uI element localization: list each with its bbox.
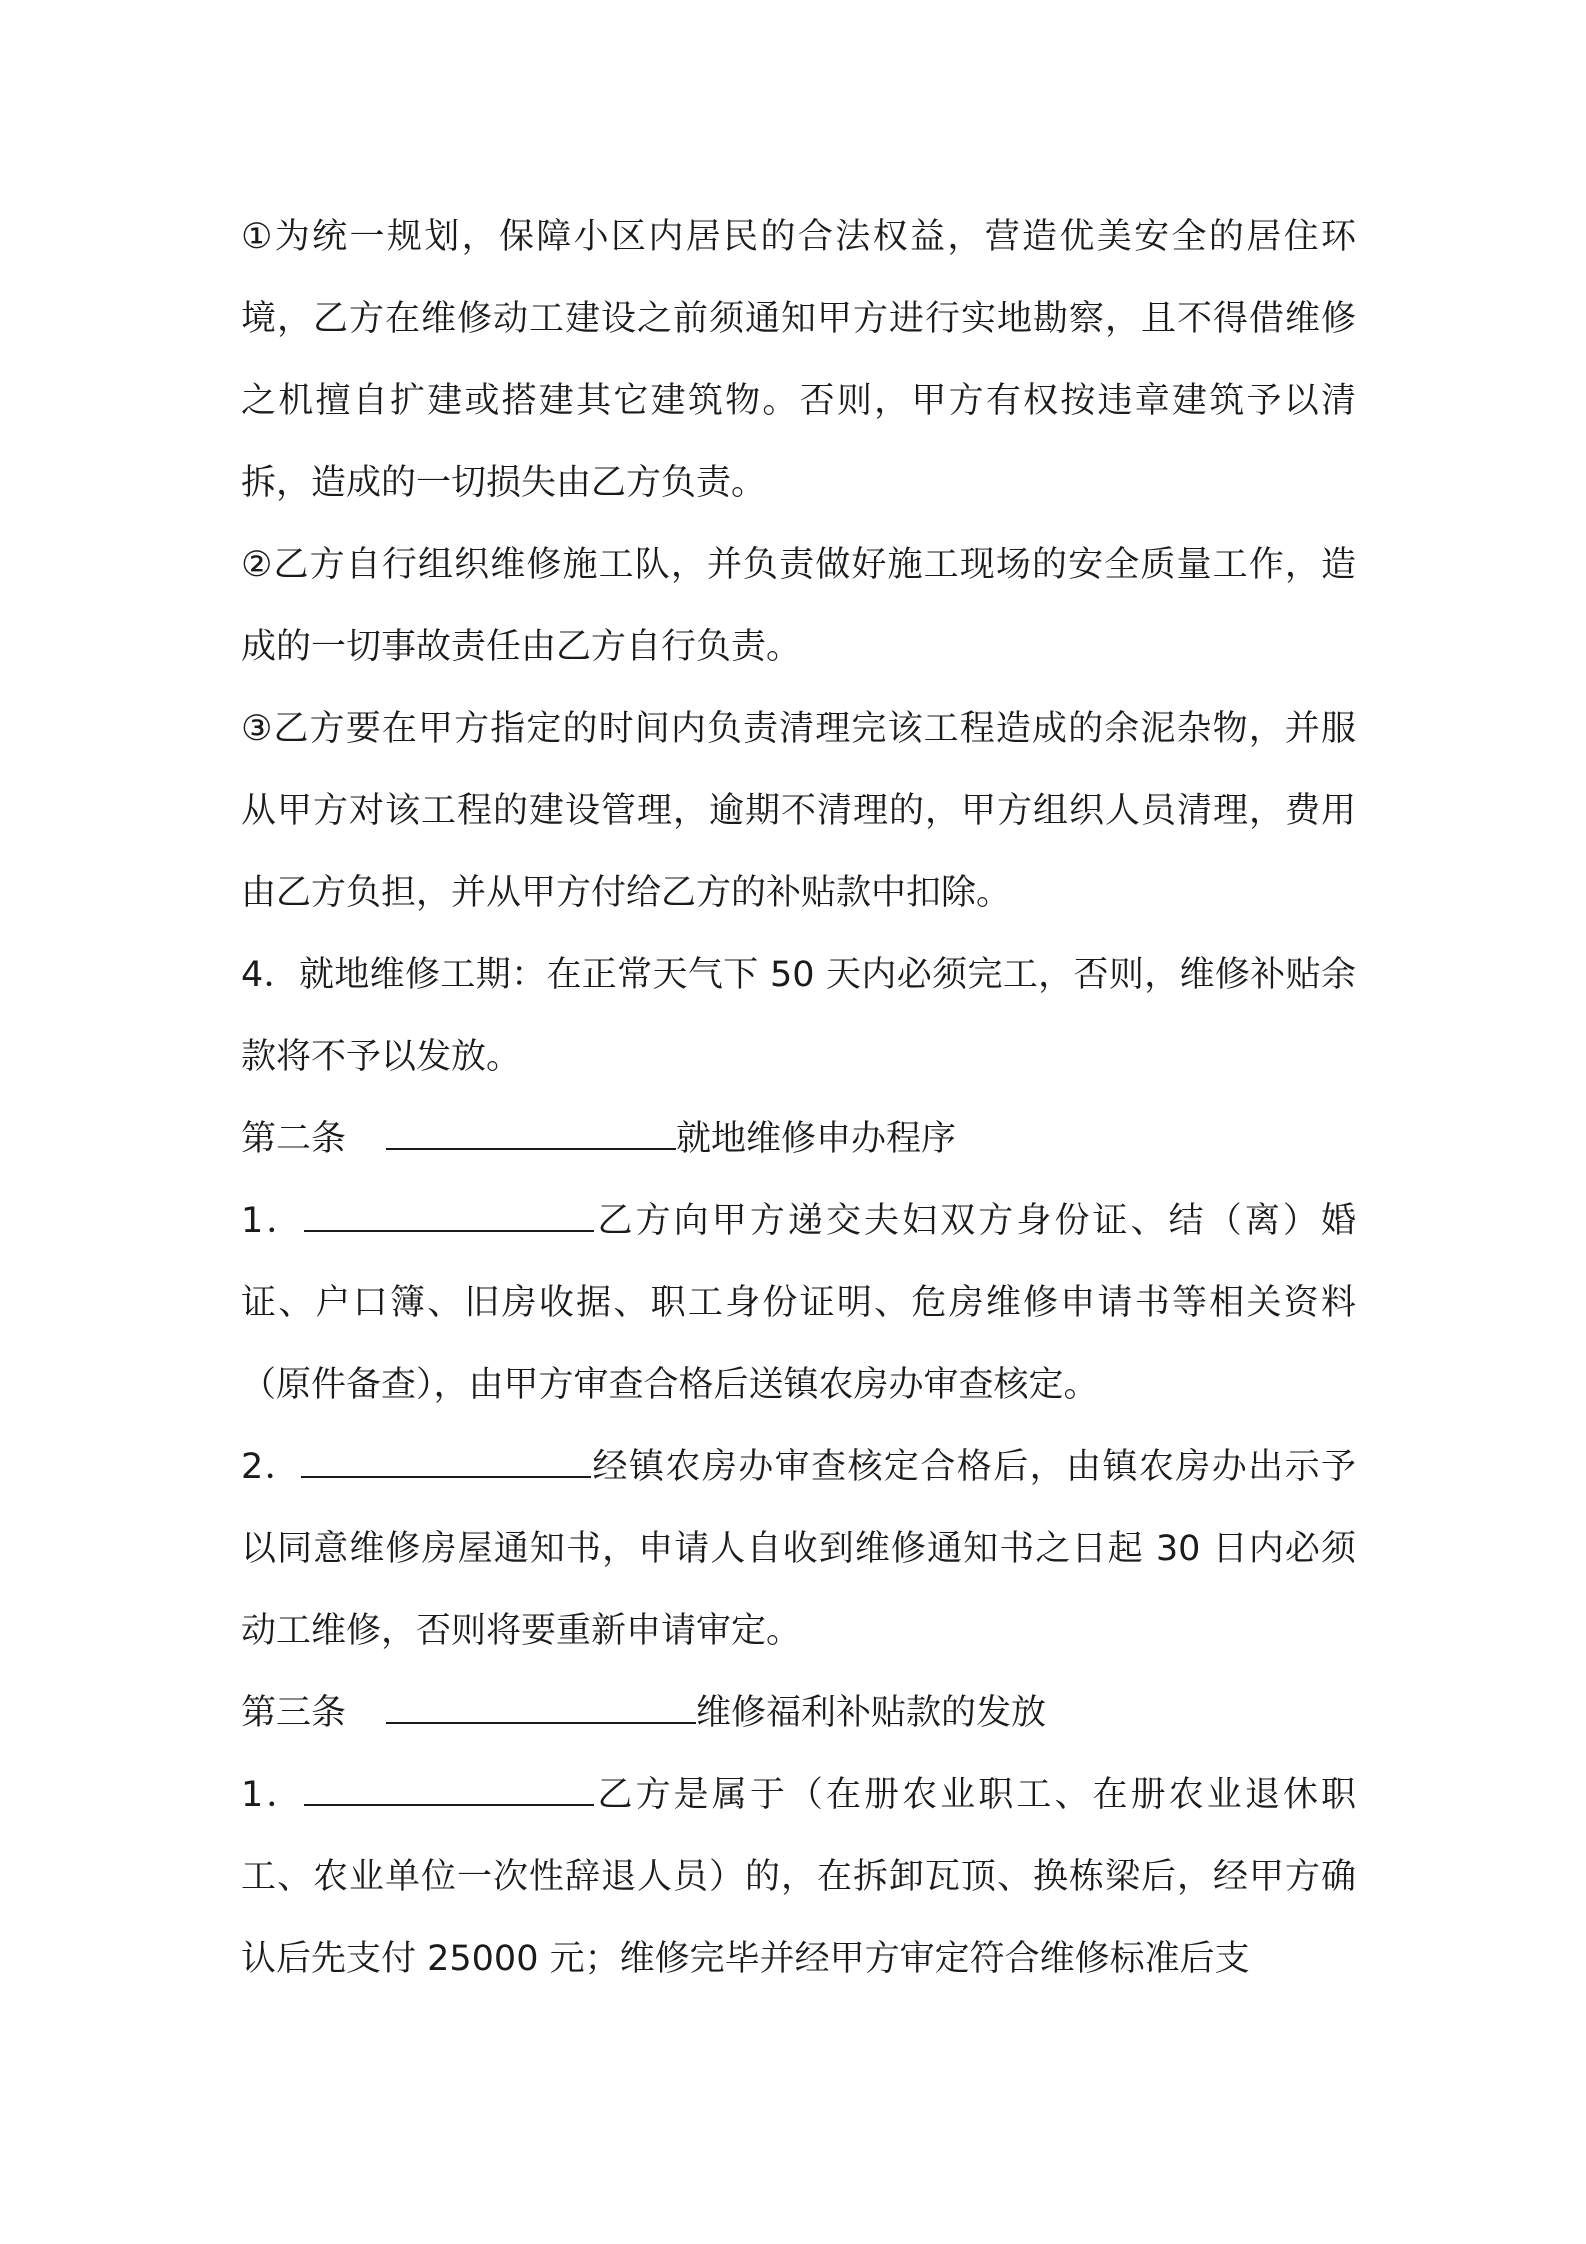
article-2-item-1 (241, 1180, 1356, 1426)
article-2-item-2 (241, 1426, 1356, 1672)
document-body (241, 196, 1356, 2000)
paragraph-clause-1 (241, 196, 1356, 524)
article-label: 第二条 (241, 1119, 347, 1159)
fill-in-blank (301, 1446, 591, 1478)
article-3-heading (241, 1672, 1356, 1754)
fill-in-blank (304, 1200, 594, 1232)
paragraph-text: ③乙方要在甲方指定的时间内负责清理完该工程造成的余泥杂物，并服从甲方对该工程的建设管理，逾期不清理的，甲方组织人员清理，费用由乙方负担，并从甲方付给乙方的补贴款中扣除。 (241, 709, 1356, 913)
item-number: 1． (241, 1775, 305, 1815)
item-text: 乙方向甲方递交夫妇双方身份证、结（离）婚证、户口簿、旧房收据、职工身份证明、危房维修申请书等相关资料（原件备查），由甲方审查合格后送镇农房办审查核定。 (241, 1201, 1356, 1405)
article-title: 维修福利补贴款的发放 (696, 1693, 1047, 1733)
fill-in-blank (304, 1774, 594, 1806)
article-3-item-1 (241, 1754, 1356, 2000)
paragraph-clause-4 (241, 934, 1356, 1098)
paragraph-clause-3 (241, 688, 1356, 934)
article-label: 第三条 (241, 1693, 347, 1733)
fill-in-blank (386, 1692, 696, 1724)
paragraph-clause-2 (241, 524, 1356, 688)
paragraph-text: 4．就地维修工期：在正常天气下 50 天内必须完工，否则，维修补贴余款将不予以发放。 (241, 955, 1356, 1077)
paragraph-text: ②乙方自行组织维修施工队，并负责做好施工现场的安全质量工作，造成的一切事故责任由乙方自行负责。 (241, 545, 1356, 667)
article-2-heading (241, 1098, 1356, 1180)
item-number: 1． (241, 1201, 305, 1241)
item-text: 乙方是属于（在册农业职工、在册农业退休职工、农业单位一次性辞退人员）的，在拆卸瓦顶、换栋梁后，经甲方确认后先支付 25000 元；维修完毕并经甲方审定符合维修标准后支 (241, 1775, 1356, 1979)
paragraph-text: ①为统一规划，保障小区内居民的合法权益，营造优美安全的居住环境，乙方在维修动工建设之前须通知甲方进行实地勘察，且不得借维修之机擅自扩建或搭建其它建筑物。否则，甲方有权按违章建筑予以清拆，造成的一切损失由乙方负责。 (241, 217, 1356, 503)
article-title: 就地维修申办程序 (676, 1119, 957, 1159)
item-number: 2． (241, 1447, 302, 1487)
fill-in-blank (386, 1118, 676, 1150)
item-text: 经镇农房办审查核定合格后，由镇农房办出示予以同意维修房屋通知书，申请人自收到维修通知书之日起 30 日内必须动工维修，否则将要重新申请审定。 (241, 1447, 1356, 1651)
